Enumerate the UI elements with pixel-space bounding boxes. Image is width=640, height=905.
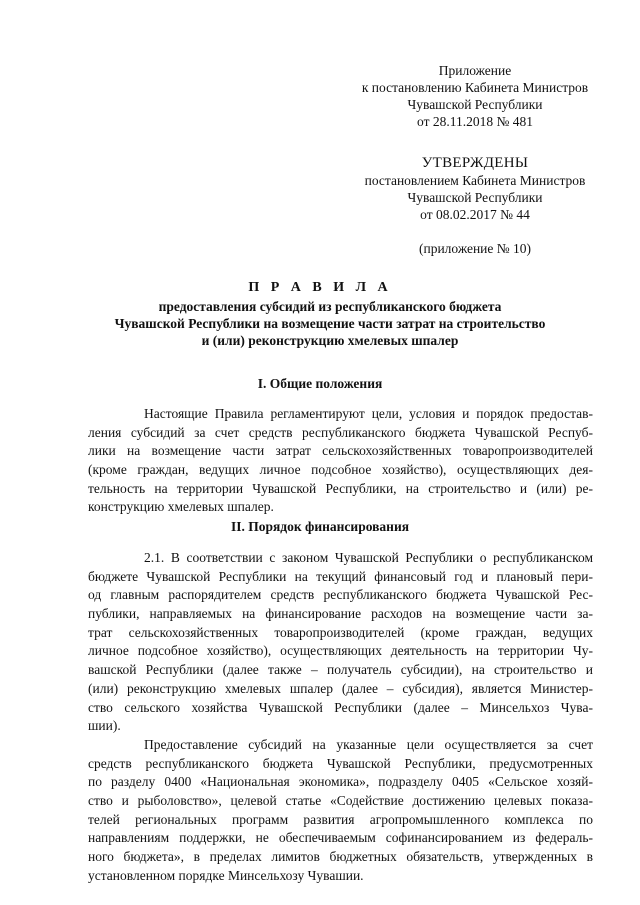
paragraph-line: личное подсобное хозяйство), осуществляющих деятельность на территории Чу- xyxy=(88,643,593,659)
rules-subtitle-line: предоставления субсидий из республиканского бюджета xyxy=(158,299,502,314)
paragraph-line: Настоящие Правила регламентируют цели, условия и порядок предостав- xyxy=(144,406,593,421)
approved-line: Чувашской Республики xyxy=(407,190,543,205)
paragraph-line: телей региональных программ развития агропромышленного комплекса по xyxy=(88,811,593,827)
paragraph-line: публики, направляемых на финансирование расходов на возмещение части за- xyxy=(88,606,593,622)
paragraph-line: установленном порядке Минсельхозу Чувашии. xyxy=(88,867,364,883)
appendix-note: (приложение № 10) xyxy=(418,241,532,256)
section-2-heading: II. Порядок финансирования xyxy=(230,519,410,534)
annex-header xyxy=(340,62,610,130)
paragraph-line: Предоставление субсидий на указанные цели осуществляется за счет xyxy=(144,737,593,752)
approved-title: УТВЕРЖДЕНЫ xyxy=(421,155,529,171)
rules-subtitle-line: Чувашской Республики на возмещение части затрат на строительство xyxy=(114,316,546,331)
annex-line: к постановлению Кабинета Министров xyxy=(361,80,589,95)
paragraph-line: тельность на территории Чувашской Республики, на строительство и (или) ре- xyxy=(88,480,593,496)
paragraph-line: шии). xyxy=(88,718,121,734)
rules-subtitle xyxy=(60,298,600,349)
section-2-paragraph-1 xyxy=(88,549,593,736)
rules-subtitle-line: и (или) реконструкцию хмелевых шпалер xyxy=(201,333,459,348)
paragraph-line: од главным распорядителем средств республиканского бюджета Чувашской Рес- xyxy=(88,587,593,603)
paragraph-line: вашской Республики (далее также – получатель субсидии), на строительство и xyxy=(88,662,593,678)
annex-line: Чувашской Республики xyxy=(407,97,543,112)
paragraph-line: (или) реконструкцию хмелевых шпалер (далее – субсидия), является Министер- xyxy=(88,680,593,696)
paragraph-line: 2.1. В соответствии с законом Чувашской Республики о республиканском xyxy=(144,550,593,565)
annex-line: Приложение xyxy=(438,63,512,78)
paragraph-line: средств республиканского бюджета Чувашской Республики, предусмотренных xyxy=(88,755,593,771)
paragraph-line: (кроме граждан, ведущих личное подсобное хозяйство), осуществляющих дея- xyxy=(88,462,593,478)
approved-line: от 08.02.2017 № 44 xyxy=(420,207,530,222)
paragraph-line: трат сельскохозяйственных товаропроизводителей (кроме граждан, ведущих xyxy=(88,624,593,640)
section-1-paragraph xyxy=(88,405,593,517)
annex-line: от 28.11.2018 № 481 xyxy=(417,114,533,129)
paragraph-line: ство сельского хозяйства Чувашской Республики (далее – Минсельхоз Чува- xyxy=(88,699,593,715)
approved-line: постановлением Кабинета Министров xyxy=(364,173,586,188)
section-1-heading: I. Общие положения xyxy=(257,376,383,391)
approved-header xyxy=(340,155,610,257)
paragraph-line: ления субсидий за счет средств республиканского бюджета Чувашской Респуб- xyxy=(88,424,593,440)
paragraph-line: по разделу 0400 «Национальная экономика», подразделу 0405 «Сельское хозяй- xyxy=(88,774,593,790)
paragraph-line: ного бюджета», в пределах лимитов бюджетных обязательств, утвержденных в xyxy=(88,849,593,865)
section-2-paragraph-2 xyxy=(88,736,593,886)
paragraph-line: конструкцию хмелевых шпалер. xyxy=(88,499,274,515)
paragraph-line: направлениям поддержки, не обеспечиваемым софинансированием из федераль- xyxy=(88,830,593,846)
rules-title: П Р А В И Л А xyxy=(248,280,392,295)
paragraph-line: бюджете Чувашской Республики на текущий финансовый год и плановый пери- xyxy=(88,568,593,584)
paragraph-line: ство и рыболовство», целевой статье «Содействие достижению целевых показа- xyxy=(88,793,593,809)
paragraph-line: лики на возмещение части затрат сельскохозяйственных товаропроизводителей xyxy=(88,443,593,459)
